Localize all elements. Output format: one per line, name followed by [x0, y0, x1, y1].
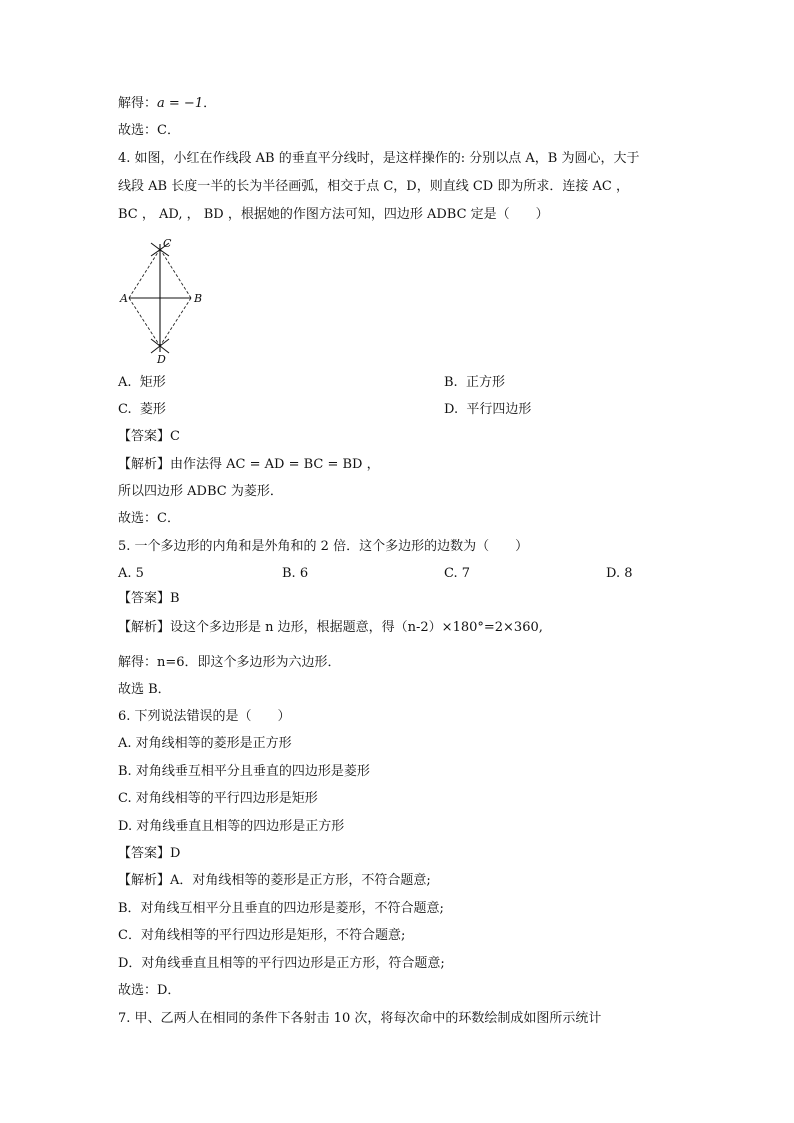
q6-option-d: D. 对角线垂直且相等的四边形是正方形 [118, 819, 345, 834]
q4-analysis-line1: 【解析】由作法得 AC = AD = BC = BD ， [118, 457, 380, 472]
q3-solve-line: 解得：a = −1． [118, 96, 217, 111]
rhombus-figure [118, 236, 218, 366]
q6-option-a: A. 对角线相等的菱形是正方形 [118, 736, 292, 751]
segment-bc [160, 249, 191, 298]
q6-analysis-line3: C．对角线相等的平行四边形是矩形，不符合题意; [118, 928, 406, 943]
q6-stem: 6. 下列说法错误的是（ ） [118, 709, 291, 724]
q6-option-b: B. 对角线垂互相平分且垂直的四边形是菱形 [118, 764, 370, 779]
q6-option-c: C. 对角线相等的平行四边形是矩形 [118, 791, 318, 806]
q5-stem: 5. 一个多边形的内角和是外角和的 2 倍．这个多边形的边数为（ ） [118, 539, 529, 554]
q4-option-d: D. 平行四边形 [444, 402, 532, 417]
q5-answer: 【答案】B [118, 591, 180, 606]
q4-analysis-line2: 所以四边形 ADBC 为菱形． [118, 484, 283, 499]
q6-choice: 故选：D． [118, 983, 181, 998]
q7-stem: 7. 甲、乙两人在相同的条件下各射击 10 次，将每次命中的环数绘制成如图所示统计 [118, 1011, 602, 1026]
q5-option-c: C. 7 [444, 566, 471, 581]
q6-answer: 【答案】D [118, 846, 181, 861]
q4-stem-line1: 4. 如图，小红在作线段 AB 的垂直平分线时，是这样操作的: 分别以点 A，B 为圆心，大于 [118, 151, 640, 166]
label-d: D [157, 353, 166, 366]
segment-ad [129, 298, 160, 346]
q6-analysis-line1: 【解析】A．对角线相等的菱形是正方形，不符合题意; [118, 873, 431, 888]
q4-option-c: C. 菱形 [118, 402, 166, 417]
q3-choice: 故选：C． [118, 123, 180, 138]
q4-option-b: B. 正方形 [444, 375, 505, 390]
segment-bd [160, 298, 191, 346]
label-c: C [163, 237, 172, 250]
label-a: A [120, 292, 128, 305]
segment-ac [129, 249, 160, 298]
q6-analysis-line4: D．对角线垂直且相等的平行四边形是正方形，符合题意; [118, 956, 445, 971]
q5-option-d: D. 8 [606, 566, 633, 581]
q5-analysis-line2: 解得：n=6．即这个多边形为六边形． [118, 655, 341, 670]
q4-answer: 【答案】C [118, 429, 180, 444]
q4-stem-line2: 线段 AB 长度一半的长为半径画弧，相交于点 C，D，则直线 CD 即为所求．连接 AC ， [118, 179, 629, 194]
q6-analysis-line2: B．对角线互相平分且垂直的四边形是菱形，不符合题意; [118, 901, 444, 916]
q5-analysis-line1: 【解析】设这个多边形是 n 边形，根据题意，得（n-2）×180°=2×360, [118, 620, 543, 635]
q5-option-b: B. 6 [282, 566, 309, 581]
q4-stem-line3: BC ， AD, ， BD ，根据她的作图方法可知，四边形 ADBC 定是（ ） [118, 207, 549, 222]
q4-choice: 故选：C． [118, 511, 180, 526]
q4-option-a: A. 矩形 [118, 375, 166, 390]
q5-choice: 故选 B． [118, 682, 171, 697]
q5-option-a: A. 5 [118, 566, 144, 581]
label-b: B [194, 292, 203, 305]
